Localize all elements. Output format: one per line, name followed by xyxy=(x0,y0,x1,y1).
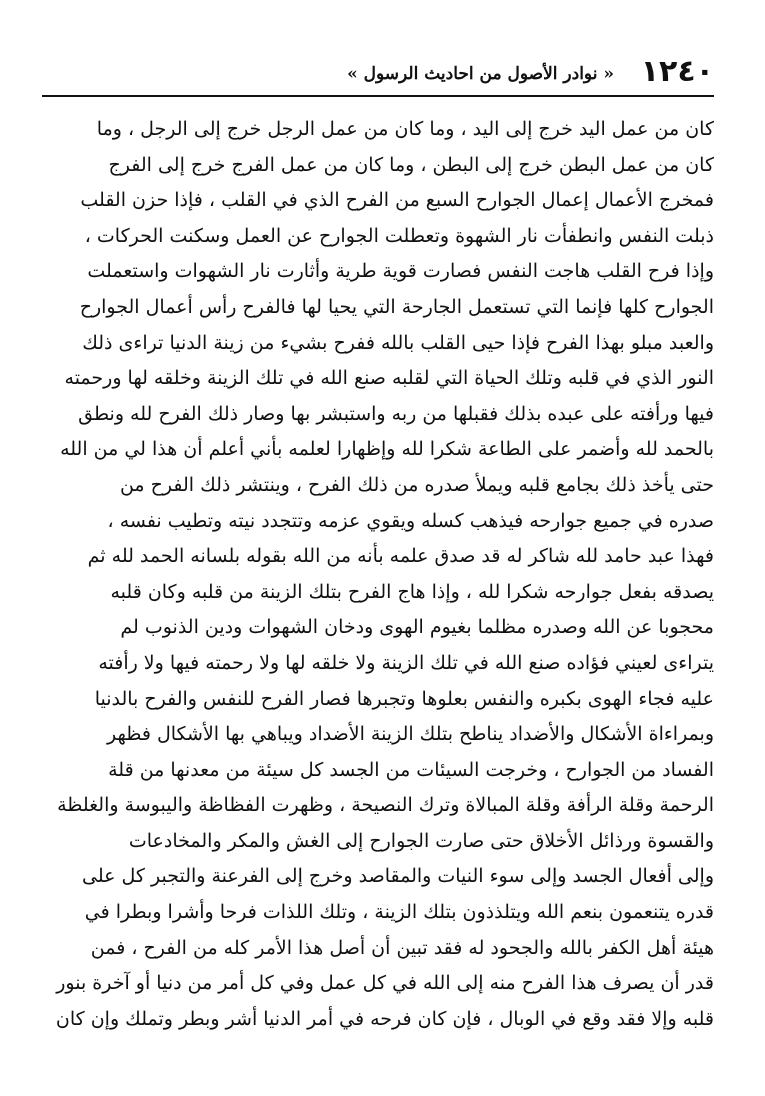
page-header xyxy=(42,54,714,94)
text-line: فمخرج الأعمال إعمال الجوارح السبع من الفرح الذي في القلب ، فإذا حزن القلب xyxy=(80,189,714,212)
running-title: « نوادر الأصول من احاديث الرسول » xyxy=(347,64,614,84)
text-line: الفساد من الجوارح ، وخرجت السيئات من الجسد كل سيئة من معدنها من قلة xyxy=(108,758,714,781)
text-line: قدره يتنعمون بنعم الله ويتلذذون بتلك الزينة ، وتلك اللذات فرحا وأشرا وبطرا في xyxy=(84,901,714,924)
text-line: قدر أن يصرف هذا الفرح منه إلى الله في كل عمل وفي كل أمر من دنيا أو آخرة بنور xyxy=(56,972,714,995)
header-rule xyxy=(42,95,714,97)
text-line: الجوارح كلها فإنما التي تستعمل الجارحة التي يحيا لها فالفرح رأس أعمال الجوارح xyxy=(79,295,714,318)
text-line: كان من عمل اليد خرج إلى اليد ، وما كان من عمل الرجل خرج إلى الرجل ، وما xyxy=(96,118,714,140)
text-line: هيئة أهل الكفر بالله والجحود له فقد تبين أن أصل هذا الأمر كله من الفرح ، فمن xyxy=(90,936,714,959)
text-line: فهذا عبد حامد لله شاكر له قد صدق علمه بأنه من الله بقوله بلسانه الحمد لله ثم xyxy=(87,545,714,568)
text-line: قلبه وإلا فقد وقع في الوبال ، فإن كان فرحه في أمر الدنيا أشر وبطر وتملك وإن كان xyxy=(55,1007,714,1030)
text-line: وإذا فرح القلب هاجت النفس فصارت قوية طرية وأثارت نار الشهوات واستعملت xyxy=(87,260,714,283)
text-line: النور الذي في قلبه وتلك الحياة التي لقلبه صنع الله في تلك الزينة وخلقه لها ورحمته xyxy=(64,367,714,390)
text-line: وإلى أفعال الجسد وإلى سوء النيات والمقاصد وخرج إلى الفرعنة والتجبر كل على xyxy=(82,865,714,888)
text-line: وبمراءاة الأشكال والأضداد يناطح بتلك الزينة الأضداد ويباهي بها الأشكال فظهر xyxy=(107,723,714,746)
text-line: والعبد مبلو بهذا الفرح فإذا حيى القلب بالله ففرح بشيء من زينة الدنيا تراءى ذلك xyxy=(82,331,714,354)
text-line: بالحمد لله وأضمر على الطاعة شكرا لله وإظهارا لعلمه بأني أعلم أن هذا لي من الله xyxy=(60,438,714,461)
body-text xyxy=(42,112,714,1037)
text-line: والقسوة ورذائل الأخلاق حتى صارت الجوارح إلى الغش والمكر والمخادعات xyxy=(128,829,714,852)
text-line: ذبلت النفس وانطفأت نار الشهوة وتعطلت الجوارح عن العمل وسكنت الحركات ، xyxy=(84,224,714,247)
text-line: يتراءى لعيني فؤاده صنع الله في تلك الزينة ولا خلقه لها ولا رحمته فيها ولا رأفته xyxy=(98,651,714,674)
text-line: محجوبا عن الله وصدره مظلما بغيوم الهوى ودخان الشهوات ودين الذنوب لم xyxy=(120,616,714,639)
page-number: ١٢٤٠ xyxy=(640,54,714,89)
text-line: فيها ورأفته على عبده بذلك فقبلها من ربه واستبشر بها وصار ذلك الفرح لله ونطق xyxy=(78,402,714,425)
text-line: يصدقه بفعل جوارحه شكرا لله ، وإذا هاج الفرح بتلك الزينة من قلبه وكان قلبه xyxy=(110,580,714,603)
text-line: عليه فجاء الهوى بكبره والنفس بعلوها وتجبرها فصار الفرح للنفس والفرح بالدنيا xyxy=(94,687,714,710)
text-line: حتى يأخذ ذلك بجامع قلبه ويملأ صدره من ذلك الفرح ، وينتشر ذلك الفرح من xyxy=(119,473,714,496)
text-line: الرحمة وقلة الرأفة وقلة المبالاة وترك النصيحة ، وظهرت الفظاظة واليبوسة والغلظة xyxy=(57,794,714,817)
text-line: صدره في جميع جوارحه فيذهب كسله ويقوي عزمه وتتجدد نيته وتطيب نفسه ، xyxy=(107,509,714,532)
text-line: كان من عمل البطن خرج إلى البطن ، وما كان من عمل الفرج خرج إلى الفرج xyxy=(108,153,714,176)
